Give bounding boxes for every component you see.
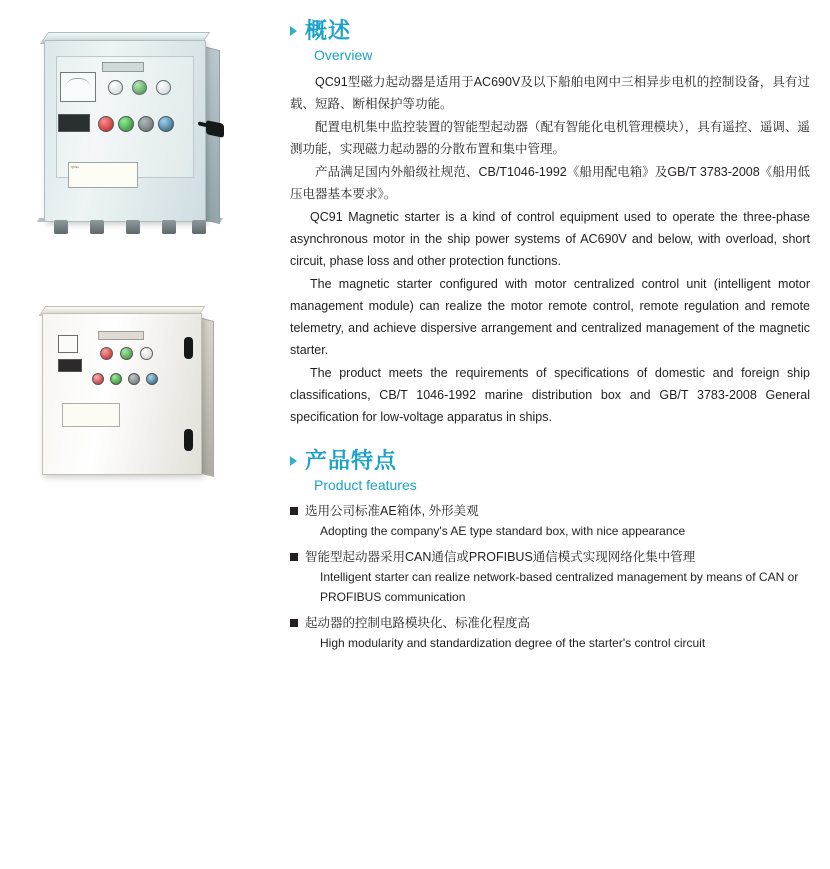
cabinet-foot [90, 220, 104, 234]
box-indicator-green-icon [110, 373, 122, 385]
product-images-column [0, 0, 285, 869]
overview-paragraph-en-1: QC91 Magnetic starter is a kind of control equipment used to operate the three-phase asynchronous motor in the ship power systems of AC690V and below, with overload, short circuit, phase loss and other protection functions. [290, 210, 810, 268]
overview-paragraph-cn-3: 产品满足国内外船级社规范、CB/T1046-1992《船用配电箱》及GB/T 3783-2008《船用低压电器基本要求》。 [290, 165, 810, 201]
overview-title-en: Overview [314, 47, 373, 63]
cabinet-foot [54, 220, 68, 234]
feature-cn-row [290, 501, 810, 521]
overview-paragraph-cn-1: QC91型磁力起动器是适用于AC690V及以下船舶电网中三相异步电机的控制设备，具有过载、短路、断相保护等功能。 [290, 75, 810, 111]
content-column [290, 0, 810, 659]
indicator-lamp-red-icon [98, 116, 114, 132]
box-latch-bottom-icon [184, 429, 193, 451]
section-overview [290, 14, 810, 428]
box-ammeter-icon [58, 335, 78, 353]
box-indicator-grey-icon [128, 373, 140, 385]
ammeter-gauge-icon [60, 72, 96, 102]
feature-cn-row [290, 613, 810, 633]
box-pushbutton-red-icon [100, 347, 113, 360]
list-item [290, 613, 810, 653]
overview-paragraph-en-2: The magnetic starter configured with motor centralized control unit (intelligent motor management module) can realize the motor remote control, remote regulation and remote telemetry, and achieve dispersive arrangement and centralized management of the magnetic starter. [290, 277, 810, 357]
box-latch-top-icon [184, 337, 193, 359]
indicator-lamp-green-icon [118, 116, 134, 132]
list-item [290, 501, 810, 541]
triangle-bullet-icon [290, 456, 297, 466]
cabinet-label-plate: QC91 [68, 162, 138, 188]
square-bullet-icon [290, 507, 298, 515]
box-nameplate-strip [98, 331, 144, 340]
pushbutton-white-icon [108, 80, 123, 95]
box-pushbutton-white-icon [140, 347, 153, 360]
feature-text-cn: 选用公司标准AE箱体, 外形美观 [305, 504, 479, 518]
display-module-icon [58, 114, 90, 132]
feature-text-en: Intelligent starter can realize network-based centralized management by means of CAN or PROFIBUS communication [320, 570, 799, 604]
box-indicator-blue-icon [146, 373, 158, 385]
features-title-en: Product features [314, 477, 417, 493]
features-list [290, 501, 810, 653]
overview-paragraph-cn-2: 配置电机集中监控装置的智能型起动器（配有智能化电机管理模块），具有遥控、遥调、遥测功能，实现磁力起动器的分散布置和集中管理。 [290, 120, 810, 156]
feature-text-en: Adopting the company's AE type standard box, with nice appearance [320, 524, 686, 538]
feature-text-cn: 智能型起动器采用CAN通信或PROFIBUS通信模式实现网络化集中管理 [305, 550, 696, 564]
box-label-plate [62, 403, 120, 427]
indicator-lamp-blue-icon [158, 116, 174, 132]
triangle-bullet-icon [290, 26, 297, 36]
product-photo-white-cabinet [32, 305, 227, 495]
feature-cn-row [290, 547, 810, 567]
feature-text-en: High modularity and standardization degree of the starter's control circuit [320, 636, 706, 650]
cabinet-foot [162, 220, 176, 234]
overview-title-cn: 概述 [305, 18, 352, 43]
pushbutton-green-icon [132, 80, 147, 95]
square-bullet-icon [290, 619, 298, 627]
square-bullet-icon [290, 553, 298, 561]
overview-paragraph-en-3: The product meets the requirements of specifications of domestic and foreign ship classifications, CB/T 1046-1992 marine distribution box and GB/T 3783-2008 General specification for low-voltage apparatus in ships. [290, 366, 810, 424]
pushbutton-white-2-icon [156, 80, 171, 95]
features-title-cn: 产品特点 [305, 448, 398, 473]
box-pushbutton-green-icon [120, 347, 133, 360]
box-indicator-red-icon [92, 373, 104, 385]
box-display-module-icon [58, 359, 82, 372]
indicator-lamp-grey-icon [138, 116, 154, 132]
cabinet-foot [192, 220, 206, 234]
features-heading [290, 444, 810, 475]
cabinet-foot [126, 220, 140, 234]
overview-heading [290, 14, 810, 45]
cabinet-nameplate-strip [102, 62, 144, 72]
product-photo-blue-cabinet [32, 30, 227, 245]
section-product-features [290, 444, 810, 653]
list-item [290, 547, 810, 607]
feature-text-cn: 起动器的控制电路模块化、标准化程度高 [305, 616, 531, 630]
